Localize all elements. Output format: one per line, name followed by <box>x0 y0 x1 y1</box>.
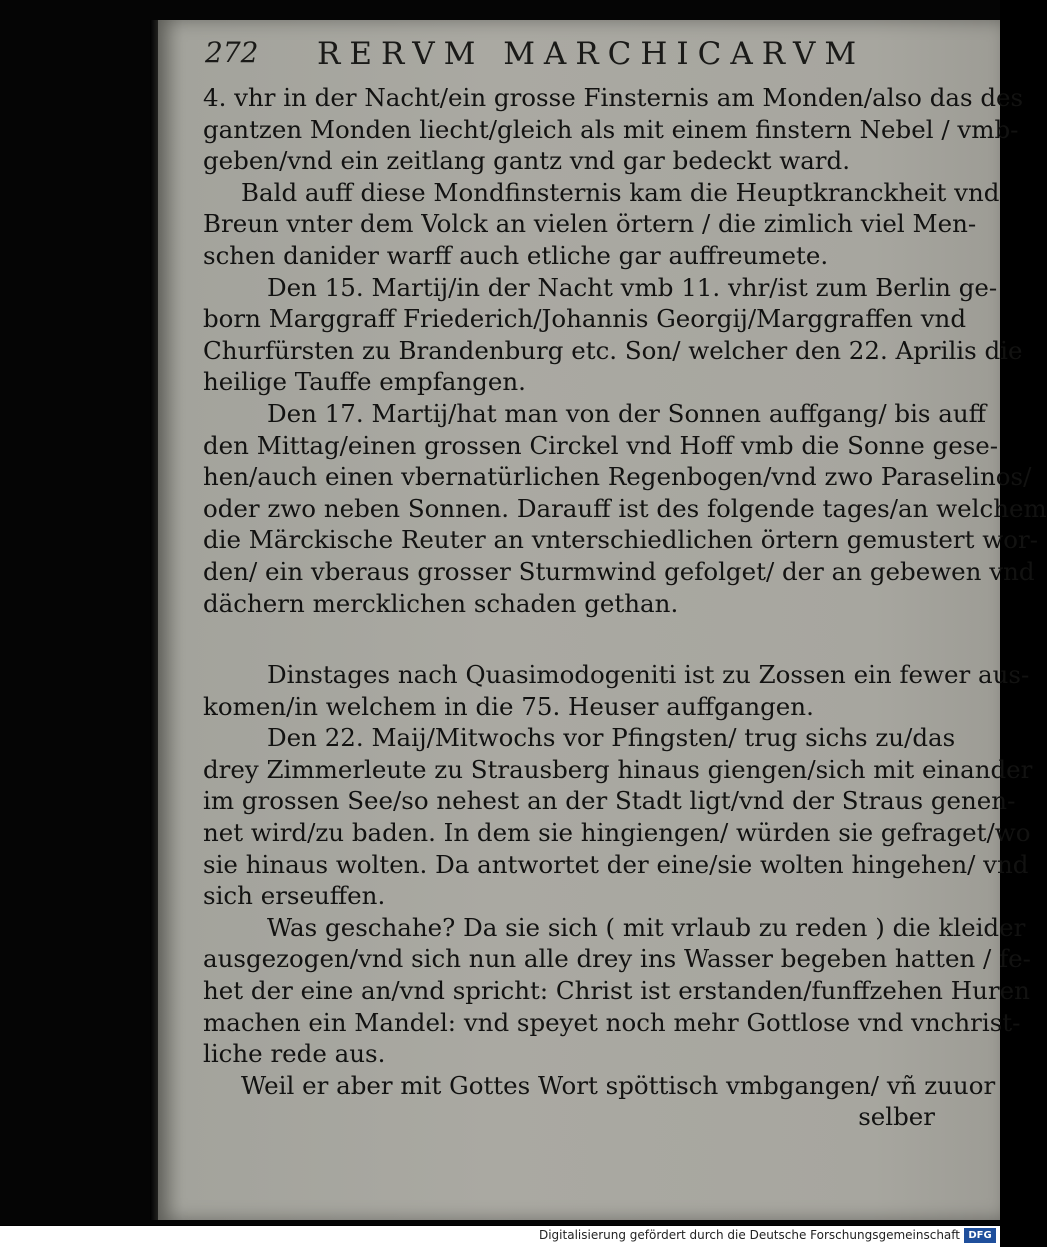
text-line: Breun vnter dem Volck an vielen örtern / die zimlich viel Men- <box>203 209 977 239</box>
text-line: Bald auff diese Mondfinsternis kam die Heuptkranckheit vnd <box>241 177 1000 207</box>
text-line: gantzen Monden liecht/gleich als mit einem finstern Nebel / vmb- <box>203 114 1019 144</box>
text-line: born Marggraff Friederich/Johannis Georgij/Marggraffen vnd <box>203 304 967 334</box>
text-line: hen/auch einen vbernatürlichen Regenbogen/vnd zwo Paraselinos/ <box>203 462 1032 492</box>
text-line: liche rede aus. <box>203 1039 386 1069</box>
text-line: den/ ein vberaus grosser Sturmwind gefolget/ der an gebewen vnd <box>203 556 1035 586</box>
text-line: Weil er aber mit Gottes Wort spöttisch vmbgangen/ vñ zuuor <box>241 1070 996 1100</box>
text-line: dächern mercklichen schaden gethan. <box>203 588 679 618</box>
text-line: Dinstages nach Quasimodogeniti ist zu Zossen ein fewer aus- <box>267 660 1030 690</box>
paragraph-gap <box>203 619 935 659</box>
text-line: den Mittag/einen grossen Circkel vnd Hoff vmb die Sonne gese- <box>203 430 999 460</box>
text-line: ausgezogen/vnd sich nun alle drey ins Wasser begeben hatten / fe- <box>203 944 1031 974</box>
text-line: sich erseuffen. <box>203 881 386 911</box>
text-line: drey Zimmerleute zu Strausberg hinaus giengen/sich mit einander <box>203 754 1033 784</box>
text-line: die Märckische Reuter an vnterschiedlichen örtern gemustert wor- <box>203 525 1038 555</box>
text-line: 4. vhr in der Nacht/ein grosse Finsternis am Monden/also das des <box>203 83 1024 112</box>
text-line: het der eine an/vnd spricht: Christ ist erstanden/funffzehen Huren <box>203 976 1030 1006</box>
text-line: komen/in welchem in die 75. Heuser auffgangen. <box>203 691 814 721</box>
text-line: heilige Tauffe empfangen. <box>203 367 526 397</box>
text-line: Den 17. Martij/hat man von der Sonnen auffgang/ bis auff <box>267 398 987 428</box>
funding-credit: Digitalisierung gefördert durch die Deutsche Forschungsgemeinschaft <box>538 1228 960 1242</box>
running-title: RERVM MARCHICARVM <box>317 36 866 72</box>
text-line: schen danider warff auch etliche gar auffreumete. <box>203 240 829 270</box>
body-text <box>203 82 1047 1133</box>
dfg-logo: DFG <box>964 1228 996 1243</box>
text-line: net wird/zu baden. In dem sie hingiengen/ würden sie gefraget/wo <box>203 818 1031 848</box>
text-line: im grossen See/so nehest an der Stadt ligt/vnd der Straus genen- <box>203 786 1016 816</box>
text-line: geben/vnd ein zeitlang gantz vnd gar bedeckt ward. <box>203 146 850 176</box>
page-header <box>205 36 965 76</box>
digitization-footer <box>0 1226 1000 1247</box>
text-line: machen ein Mandel: vnd speyet noch mehr Gottlose vnd vnchrist- <box>203 1007 1021 1037</box>
text-line: Churfürsten zu Brandenburg etc. Son/ welcher den 22. Aprilis die <box>203 335 1023 365</box>
text-line: sie hinaus wolten. Da antwortet der eine/sie wolten hingehen/ vnd <box>203 849 1029 879</box>
catchword: selber <box>858 1102 935 1132</box>
text-line: Den 15. Martij/in der Nacht vmb 11. vhr/ist zum Berlin ge- <box>267 272 998 302</box>
page-number: 272 <box>205 36 259 69</box>
text-line: Den 22. Maij/Mitwochs vor Pfingsten/ trug sichs zu/das <box>267 723 956 753</box>
text-line: oder zwo neben Sonnen. Darauff ist des folgende tages/an welchem <box>203 493 1047 523</box>
text-line: Was geschahe? Da sie sich ( mit vrlaub zu reden ) die kleider <box>267 912 1026 942</box>
